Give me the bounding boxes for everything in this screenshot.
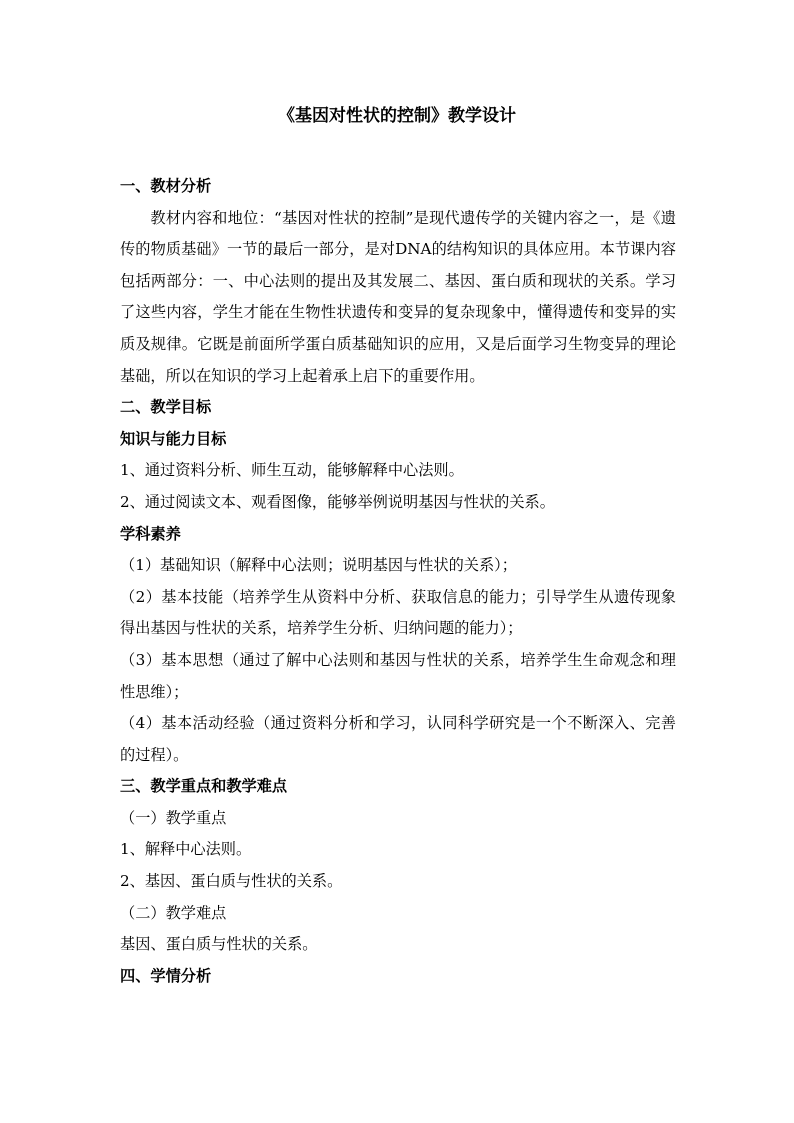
document-body bbox=[120, 171, 676, 992]
literacy-item-2: （2）基本技能（培养学生从资料中分析、获取信息的能力；引导学生从遗传现象得出基因与性状的关系，培养学生分析、归纳问题的能力）； bbox=[120, 587, 676, 638]
subheading-knowledge-ability: 知识与能力目标 bbox=[120, 429, 227, 448]
subheading-difficult-points: （二）教学难点 bbox=[120, 903, 227, 922]
key-point-item-1: 1、解释中心法则。 bbox=[120, 840, 252, 859]
section-heading-teaching-objectives: 二、教学目标 bbox=[120, 398, 212, 417]
key-point-item-2: 2、基因、蛋白质与性状的关系。 bbox=[120, 872, 343, 891]
difficult-point-item-1: 基因、蛋白质与性状的关系。 bbox=[120, 935, 318, 954]
section-heading-student-analysis: 四、学情分析 bbox=[120, 966, 212, 985]
subheading-subject-literacy: 学科素养 bbox=[120, 524, 181, 543]
literacy-item-3: （3）基本思想（通过了解中心法则和基因与性状的关系，培养学生生命观念和理性思维）； bbox=[120, 650, 676, 701]
literacy-item-1: （1）基础知识（解释中心法则；说明基因与性状的关系）； bbox=[120, 556, 517, 575]
literacy-item-4: （4）基本活动经验（通过资料分析和学习，认同科学研究是一个不断深入、完善的过程）。 bbox=[120, 714, 676, 764]
objective-item-2: 2、通过阅读文本、观看图像，能够举例说明基因与性状的关系。 bbox=[120, 492, 555, 511]
subheading-key-points: （一）教学重点 bbox=[120, 808, 227, 827]
section-heading-textbook-analysis: 一、教材分析 bbox=[120, 177, 212, 195]
objective-item-1: 1、通过资料分析、师生互动，能够解释中心法则。 bbox=[120, 461, 464, 480]
document-title: 《基因对性状的控制》教学设计 bbox=[278, 106, 516, 126]
section-heading-key-difficult-points: 三、教学重点和教学难点 bbox=[120, 777, 288, 796]
textbook-analysis-paragraph: 教材内容和地位：“基因对性状的控制”是现代遗传学的关键内容之一，是《遗传的物质基础》一节的最后一部分，是对DNA的结构知识的具体应用。本节课内容包括两部分：一、中心法则的提出及其发展二、基因、蛋白质和现状的关系。学习了这些内容，学生才能在生物性状遗传和变异的复杂现象中，懂得遗传和变异的实质及规律。它既是前面所学蛋白质基础知识的应用，又是后面学习生物变异的理论基础，所以在知识的学习上起着承上启下的重要作用。 bbox=[120, 208, 676, 385]
